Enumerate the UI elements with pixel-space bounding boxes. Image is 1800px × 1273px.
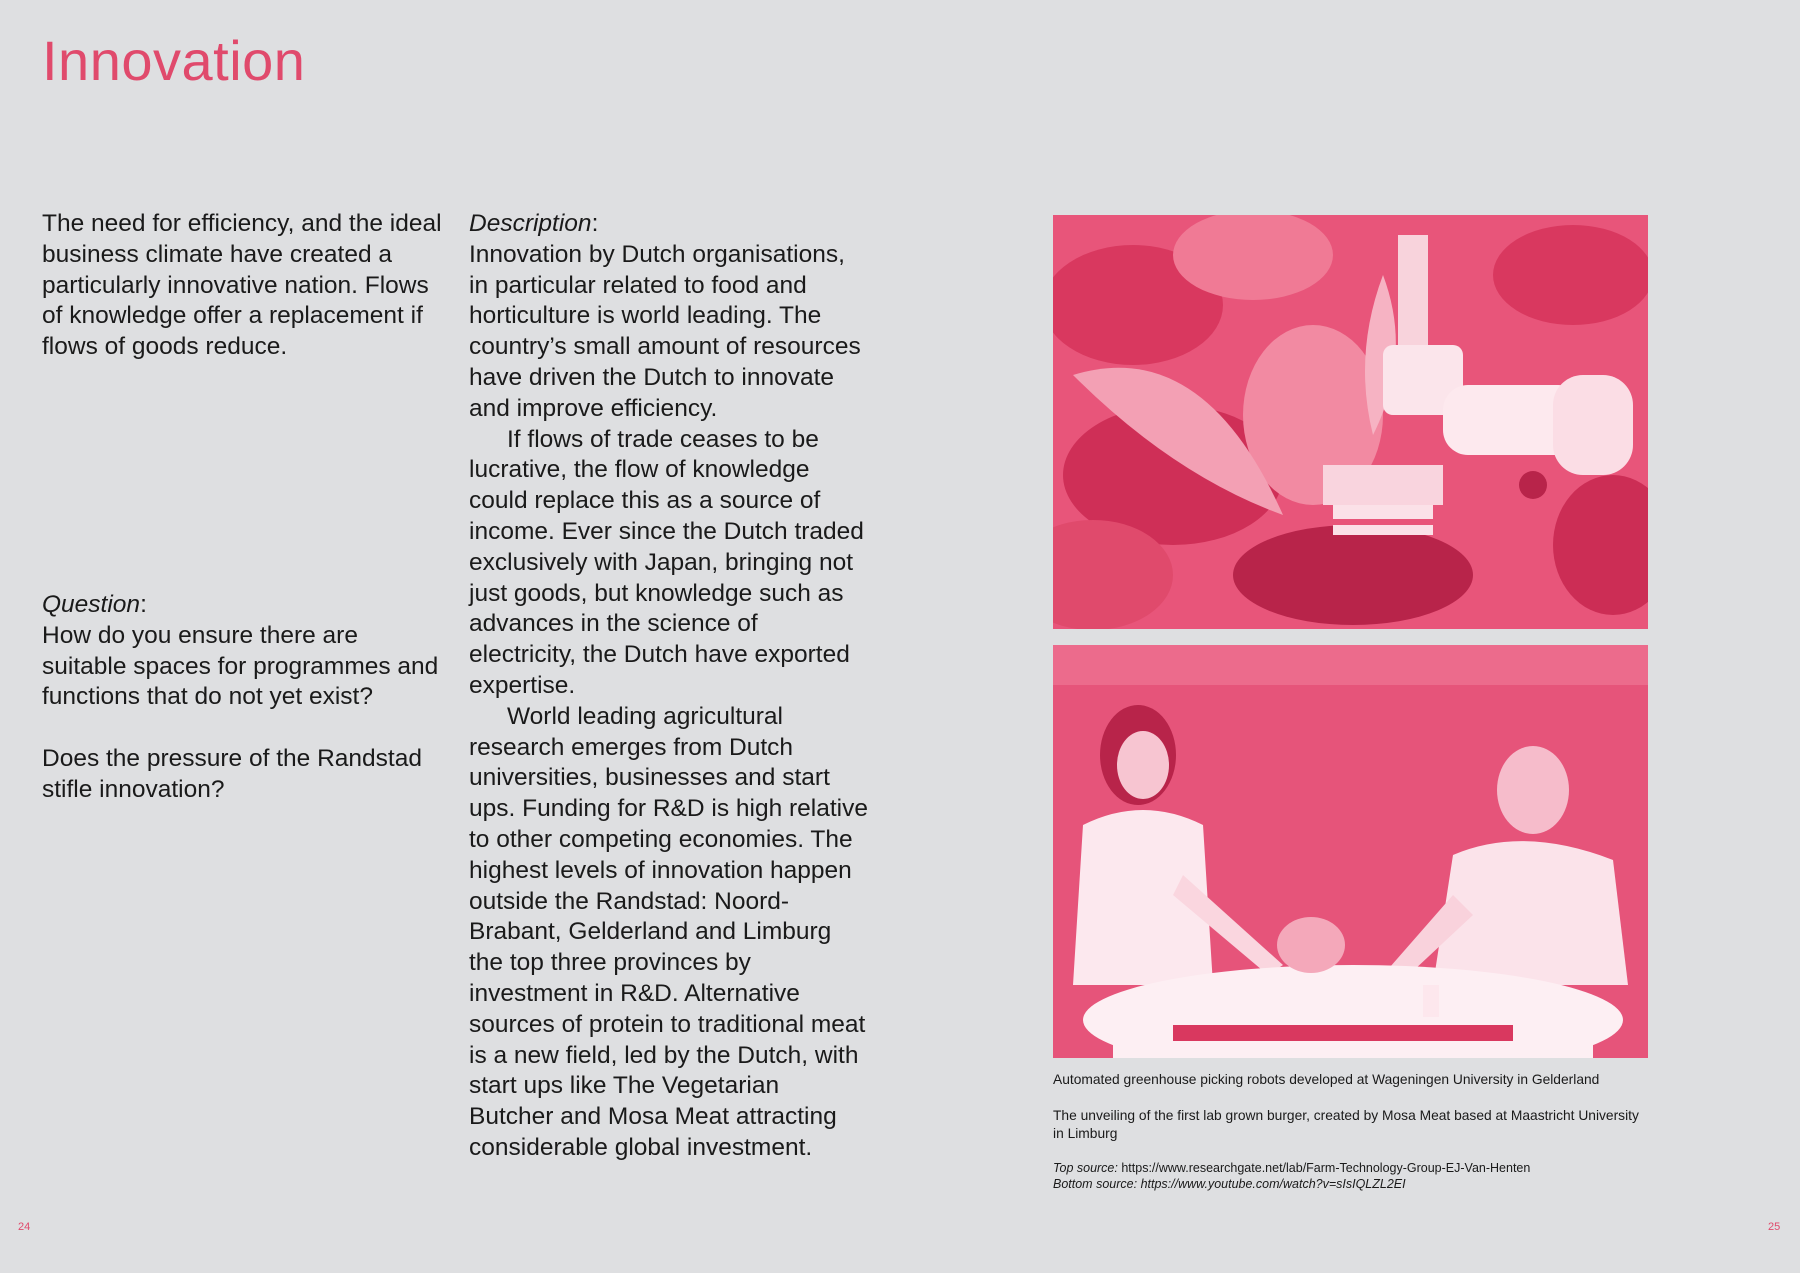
top-source	[1053, 1161, 1653, 1177]
description-colon: :	[591, 210, 599, 237]
question-section	[42, 590, 442, 806]
question-colon: :	[140, 591, 147, 618]
question-label: Question	[42, 591, 141, 618]
caption-bottom: The unveiling of the first lab grown burger, created by Mosa Meat based at Maastricht University in Limburg	[1053, 1108, 1639, 1141]
page-title: Innovation	[42, 29, 306, 92]
intro-text: The need for efficiency, and the ideal business climate have created a particularly innovative nation. Flows of knowledge offer a replacement if flows of goods reduce.	[42, 210, 442, 361]
question-2: Does the pressure of the Randstad stifle innovation?	[42, 745, 422, 803]
description-label: Description	[469, 210, 592, 237]
question-1: How do you ensure there are suitable spaces for programmes and functions that do not yet exist?	[42, 621, 439, 711]
top-source-label: Top source:	[1053, 1161, 1118, 1175]
page-number-right: 25	[1768, 1221, 1781, 1233]
photo-captions	[1053, 1071, 1653, 1192]
bottom-source	[1053, 1177, 1653, 1193]
description-paragraph-3: World leading agricultural research emerges from Dutch universities, businesses and start ups. Funding for R&D is high relative to other competing economies. The highest levels of innovation happen outside the Randstad: Noord-Brabant, Gelderland and Limburg the top three provinces by investment in R&D. Alternative sources of protein to traditional meat is a new field, led by the Dutch, with start ups like The Vegetarian Butcher and Mosa Meat attracting considerable global investment.	[469, 702, 868, 1161]
page-number-left: 24	[18, 1221, 31, 1233]
bottom-source-url: https://www.youtube.com/watch?v=sIsIQLZL2EI	[1140, 1176, 1406, 1191]
description-paragraph-2: If flows of trade ceases to be lucrative, the flow of knowledge could replace this as a source of income. Ever since the Dutch traded exclusively with Japan, bringing not just goods, but knowledge such as advances in the science of electricity, the Dutch have exported expertise.	[469, 425, 864, 699]
lab-burger-unveiling-photo	[1053, 645, 1648, 1058]
top-source-url: https://www.researchgate.net/lab/Farm-Technology-Group-EJ-Van-Henten	[1121, 1161, 1531, 1175]
description-paragraph-1: Innovation by Dutch organisations, in particular related to food and horticulture is world leading. The country’s small amount of resources have driven the Dutch to innovate and improve efficiency.	[469, 240, 861, 422]
caption-top: Automated greenhouse picking robots developed at Wageningen University in Gelderland	[1053, 1072, 1600, 1087]
intro-column	[42, 209, 442, 363]
bottom-source-label: Bottom source:	[1053, 1176, 1138, 1191]
description-column	[469, 209, 869, 1164]
greenhouse-robot-photo	[1053, 215, 1648, 629]
